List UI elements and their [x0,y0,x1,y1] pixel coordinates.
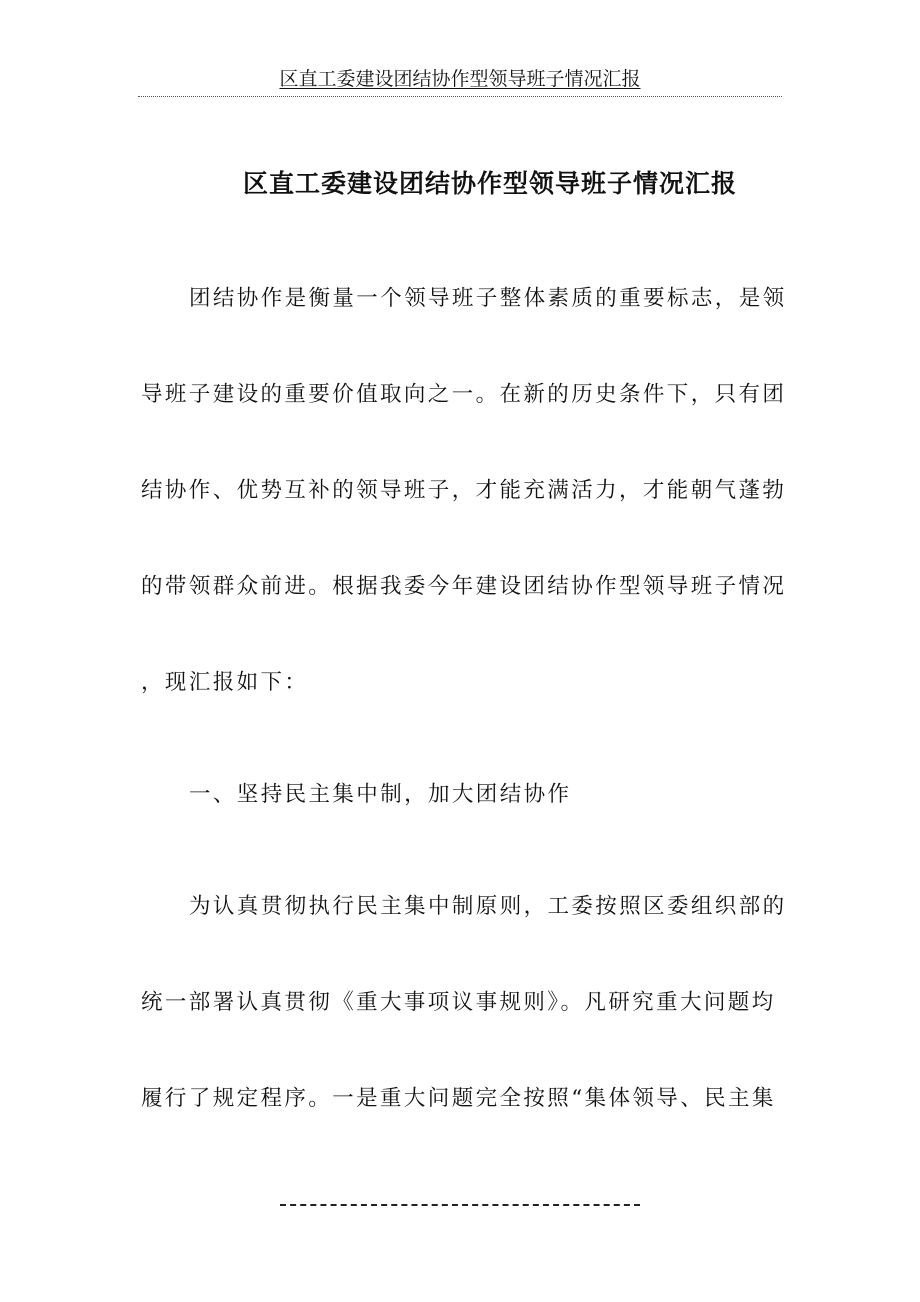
body-line-1: 团结协作是衡量一个领导班子整体素质的重要标志，是领 [189,286,787,311]
body-line-6: 为认真贯彻执行民主集中制原则，工委按照区委组织部的 [189,894,787,919]
body-line-2: 导班子建设的重要价值取向之一。在新的历史条件下，只有团 [141,382,787,407]
running-header: 区直工委建设团结协作型领导班子情况汇报 [279,68,641,90]
body-line-5: ，现汇报如下： [141,670,309,695]
section-heading-1: 一、坚持民主集中制，加大团结协作 [189,782,572,807]
header-divider [138,96,782,97]
footer-divider [280,1204,640,1206]
document-title: 区直工委建设团结协作型领导班子情况汇报 [242,169,737,198]
body-line-3: 结协作、优势互补的领导班子，才能充满活力，才能朝气蓬勃 [141,478,787,503]
body-line-7: 统一部署认真贯彻《重大事项议事规则》。凡研究重大问题均 [141,990,776,1015]
body-line-8: 履行了规定程序。一是重大问题完全按照“集体领导、民主集 [141,1086,776,1111]
body-line-4: 的带领群众前进。根据我委今年建设团结协作型领导班子情况 [141,574,787,599]
